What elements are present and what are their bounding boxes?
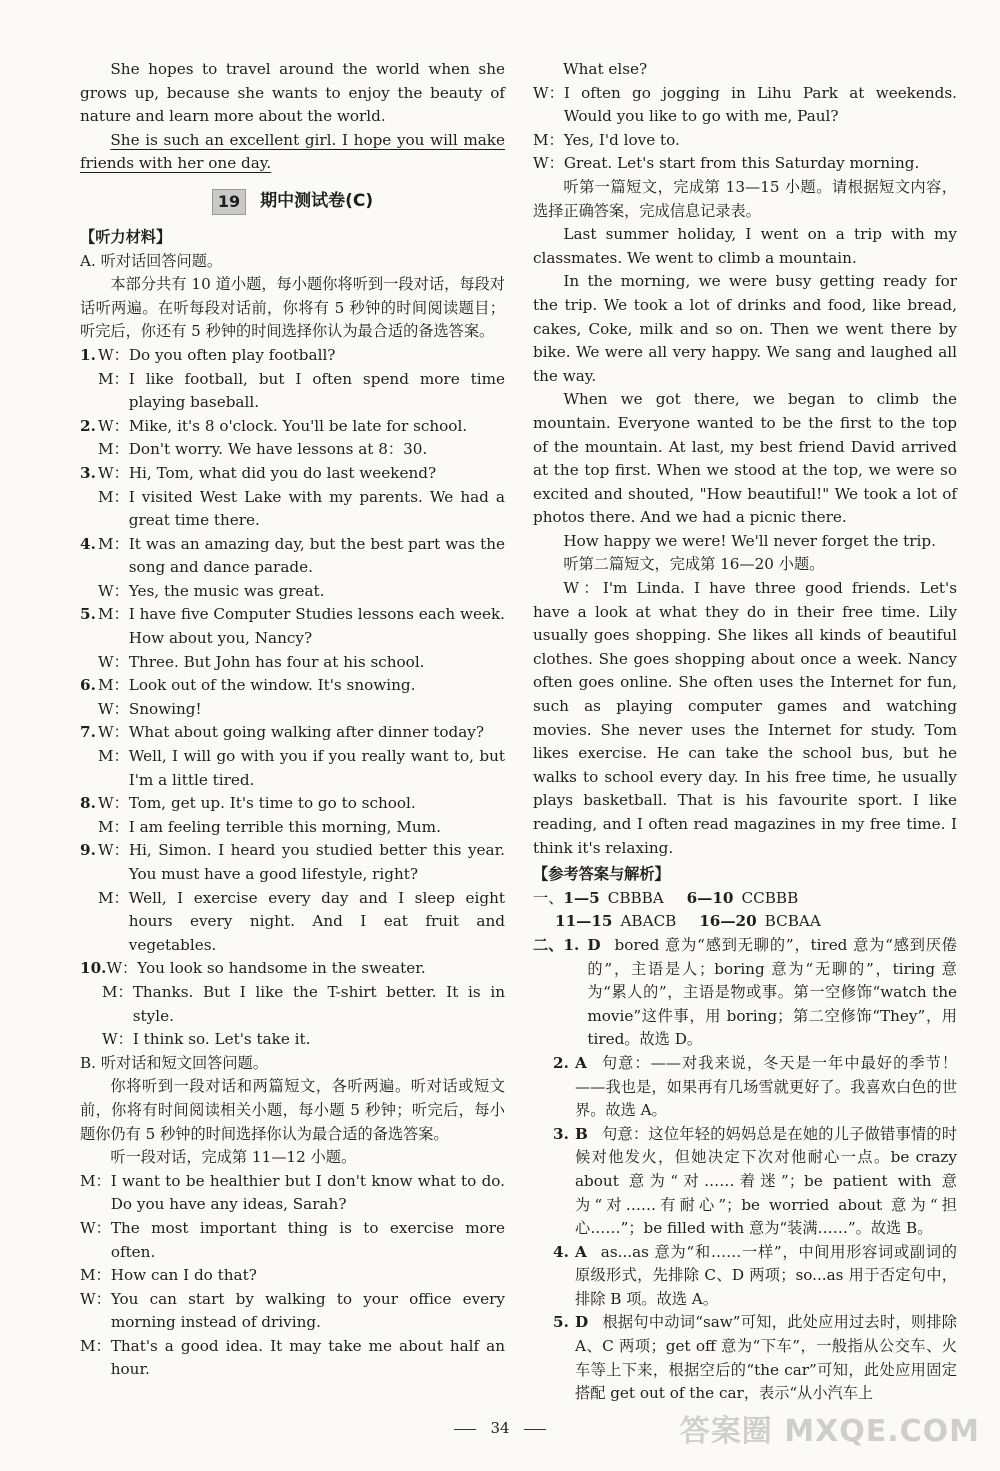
passage2: W：I'm Linda. I have three good friends. Let's have a look at what they do in their free time. Lily usually goes shopping. She likes all kinds of beautiful clothes. She goes shopping about once a week. Nancy often goes online. She often uses the Internet for fun, such as playing computer games and watching movies. She never uses the Internet for study. Tom likes exercise. He can take the school bus, but he walks to school every day. In his free time, he usually plays basketball. That is his favourite sport. I like reading, and I often read magazines in my free time. I think it's relaxing. (533, 579, 957, 857)
answer-key-row-2 (533, 910, 957, 934)
dialogue-text: Thanks. But I like the T-shirt better. It is in style. (132, 982, 505, 1025)
speaker-label: W： (80, 1289, 111, 1308)
dialogue-text: Hi, Simon. I heard you studied better this year. You must have a good lifestyle, right? (128, 841, 505, 883)
explanation-number: 1. (563, 935, 580, 954)
dialogue-text: I visited West Lake with my parents. We had a great time there. (128, 487, 505, 530)
dialogue-text: Three. But John has four at his school. (128, 652, 425, 671)
speaker-label: W： (98, 345, 129, 364)
question-number: 4. (80, 534, 96, 553)
dialogue-text: Well, I exercise every day and I sleep eight hours every night. And I eat fruit and vegetables. (128, 888, 505, 954)
speaker-label: W： (533, 83, 564, 102)
section-title-text: 期中测试卷(C) (260, 191, 374, 212)
dialogue-text: Don't worry. We have lessons at 8：30. (128, 440, 428, 459)
explanation-number: 5. (553, 1313, 569, 1332)
dialogue-line (80, 792, 505, 816)
explanation-number: 2. (553, 1053, 569, 1072)
intro-paragraph: She hopes to travel around the world when she grows up, because she wants to enjoy the beauty of nature and learn more about the world. (80, 60, 505, 126)
part-b-instructions: 你将听到一段对话和两篇短文，各听两遍。听对话或短文前，你将有时间阅读相关小题，每小题 5 秒钟；听完后，每小题你仍有 5 秒钟的时间选择你认为最合适的备选答案。 (80, 1077, 505, 1143)
page-number: 34 (0, 1417, 1000, 1441)
question-number: 2. (80, 416, 96, 435)
dialogue-list (80, 344, 505, 1052)
question-number: 8. (80, 794, 96, 813)
dialogue-text: How can I do that? (110, 1266, 257, 1285)
dialogue-line (80, 957, 505, 981)
explanation-item (533, 1241, 957, 1312)
speaker-label: W： (98, 699, 129, 718)
passage-paragraph: When we got there, we began to climb the mountain. Everyone wanted to be the first to the top of the mountain. At last, my best friend David arrived at the top first. When we stood at the top, we were so excited and shouted, "How beautiful!" We took a lot of photos there. And we had a picnic there. (533, 390, 957, 527)
answer-key-row-1 (533, 887, 957, 911)
section-title (80, 188, 505, 216)
dialogue-line (80, 674, 505, 698)
dialogue-line (80, 438, 505, 462)
speaker-label: M： (98, 817, 129, 836)
dialog-continued (533, 82, 957, 176)
question-number: 9. (80, 841, 96, 860)
passage1 (533, 223, 957, 553)
explanation-text (575, 1052, 957, 1123)
explanation-body: 根据句中动词“saw”可知，此处应用过去时，则排除 A、C 两项；get off 意为“下车”，一般指从公交车、火车等上下来，根据空后的“the car”可知，此处应用固定搭配 get out of the car，表示“从小汽车上 (575, 1313, 957, 1403)
speaker-label: W： (98, 416, 129, 435)
dialogue-text: Well, I will go with you if you really want to, but I'm a little tired. (128, 747, 505, 789)
dialogue-text: Look out of the window. It's snowing. (128, 676, 416, 695)
dialogue-line (80, 415, 505, 439)
question-number: 5. (80, 605, 96, 624)
dialogue-line (80, 839, 505, 886)
speaker-label: M： (98, 676, 129, 695)
dialogue-line (533, 129, 957, 153)
dialogue-text: I want to be healthier but I don't know what to do. Do you have any ideas, Sarah? (110, 1171, 505, 1214)
passage-paragraph: Last summer holiday, I went on a trip with my classmates. We went to climb a mountain. (533, 225, 957, 267)
explanation-text (575, 1241, 957, 1312)
passage2-intro: 听第二篇短文，完成第 16—20 小题。 (563, 555, 825, 574)
dialogue-text: Great. Let's start from this Saturday morning. (563, 154, 920, 173)
speaker-label: M： (98, 747, 129, 766)
dialogue-text: The most important thing is to exercise more often. (110, 1218, 505, 1261)
speaker-label: W： (98, 463, 129, 482)
question-number: 1. (80, 345, 96, 364)
question-number: 10. (80, 959, 107, 978)
dialogue-line (533, 82, 957, 129)
speaker-label: M： (98, 369, 129, 388)
answer-group: 1—5 CBBBA (563, 888, 664, 907)
left-column (80, 58, 505, 1382)
dialogue-line (533, 152, 957, 176)
part-b-title: B. 听对话和短文回答问题。 (80, 1053, 268, 1072)
passage-paragraph: In the morning, we were busy getting ready for the trip. We took a lot of drinks and food, like bread, cakes, Coke, milk and so on. Then we went there by bike. We were all very happy. We sang and laughed all the way. (533, 272, 957, 385)
answer-option: D (587, 935, 601, 954)
dialogue-text: It was an amazing day, but the best part was the song and dance parade. (128, 534, 505, 577)
speaker-label: W： (98, 794, 129, 813)
explanation-body: 句意：——对我来说，冬天是一年中最好的季节！——我也是，如果再有几场雪就更好了。我喜欢白色的世界。故选 A。 (575, 1053, 957, 1120)
dialogue-text: Snowing! (128, 699, 202, 718)
dialog-continued-line: What else? (563, 60, 648, 78)
dialogue-text: I like football, but I often spend more time playing baseball. (128, 369, 505, 412)
answer-option: A (575, 1242, 587, 1261)
question-number: 7. (80, 723, 96, 742)
right-column (533, 58, 957, 1406)
explanation-body: 句意：这位年轻的妈妈总是在她的儿子做错事情的时候对他发火，但她决定下次对他耐心一点。be crazy about 意为“对……着迷”；be patient with 意为“对……有耐心”；be worried about 意为“担心……”；be filled with 意为“装满……”。故选 B。 (575, 1124, 957, 1238)
dialogue-text: Yes, the music was great. (128, 581, 325, 600)
explanation-text (575, 1123, 957, 1241)
speaker-label: W： (80, 1218, 111, 1237)
explanation-number: 4. (553, 1242, 569, 1261)
speaker-label: M： (98, 487, 129, 506)
speaker-label: M： (98, 888, 129, 907)
dialogue-text: Tom, get up. It's time to go to school. (128, 794, 416, 813)
answer-group: 11—15 ABACB (555, 912, 677, 931)
speaker-label: W： (98, 652, 129, 671)
dialogue-line (80, 1288, 505, 1335)
answers-label: 一、 (533, 888, 564, 907)
speaker-label: M： (102, 982, 133, 1001)
dialogue-line (80, 1335, 505, 1382)
passage-paragraph: How happy we were! We'll never forget the trip. (563, 531, 936, 550)
explanation-text (575, 1311, 957, 1405)
answers-header: 【参考答案与解析】 (533, 865, 670, 884)
speaker-label: M： (80, 1336, 111, 1355)
dialogue-text: Hi, Tom, what did you do last weekend? (128, 463, 437, 482)
part-a-instructions: 本部分共有 10 道小题，每小题你将听到一段对话，每段对话听两遍。在听每段对话前，你将有 5 秒钟的时间阅读题目；听完后，你还有 5 秒钟的时间选择你认为最合适的备选答案。 (80, 275, 505, 341)
question-number: 3. (80, 463, 96, 482)
watermark-logo: 答案圈 MXQE.COM (679, 1414, 980, 1449)
dialogue-line (80, 580, 505, 604)
speaker-label: M： (533, 130, 564, 149)
speaker-label: W： (102, 1030, 133, 1049)
explanation-body: bored 意为“感到无聊的”，tired 意为“感到厌倦的”，主语是人；boring 意为“无聊的”，tiring 意为“累人的”，主语是物或事。第一空修饰“watch the movie”这件事，用 boring；第二空修饰“They”，用 tired。故选 D。 (587, 935, 957, 1049)
dialogue-line (80, 603, 505, 650)
section-number-badge: 19 (212, 189, 246, 215)
dialogue-line (80, 1217, 505, 1264)
dialog-lines (80, 1170, 505, 1382)
speaker-label: W： (98, 723, 129, 742)
dialogue-line (80, 486, 505, 533)
passage1-intro: 听第一篇短文，完成第 13—15 小题。请根据短文内容，选择正确答案，完成信息记录表。 (533, 177, 957, 220)
dialogue-text: I often go jogging in Lihu Park at weekends. Would you like to go with me, Paul? (563, 83, 957, 126)
explanation-item (533, 1123, 957, 1241)
dialogue-line (80, 887, 505, 958)
question-number: 6. (80, 676, 96, 695)
speaker-label: M： (98, 534, 129, 553)
dialogue-text: You look so handsome in the sweater. (137, 959, 426, 978)
dialogue-text: What about going walking after dinner today? (128, 723, 484, 742)
dialogue-text: I think so. Let's take it. (132, 1030, 311, 1049)
dialogue-text: You can start by walking to your office every morning instead of driving. (110, 1289, 505, 1332)
part-a-title: A. 听对话回答问题。 (80, 251, 223, 270)
speaker-label: W： (98, 841, 129, 860)
answer-group: 6—10 CCBBB (686, 888, 799, 907)
explanation-item (533, 1311, 957, 1405)
dialogue-line (80, 651, 505, 675)
dialogue-line (80, 368, 505, 415)
dialogue-text: That's a good idea. It may take me about half an hour. (110, 1336, 505, 1379)
dialogue-text: Yes, I'd love to. (563, 130, 680, 149)
dialogue-text: Do you often play football? (128, 345, 336, 364)
dialogue-line (80, 1264, 505, 1288)
dialogue-line (80, 344, 505, 368)
speaker-label: W： (533, 154, 564, 173)
dialogue-line (80, 462, 505, 486)
intro-paragraph-underlined: She is such an excellent girl. I hope you will make friends with her one day. (80, 130, 505, 173)
dialogue-text: I have five Computer Studies lessons each week. How about you, Nancy? (128, 605, 505, 648)
explanation-body: as...as 意为“和……一样”，中间用形容词或副词的原级形式，先排除 C、D 两项；so...as 用于否定句中，排除 B 项。故选 A。 (575, 1242, 957, 1308)
explanation-item (533, 934, 957, 1052)
dialogue-text: I am feeling terrible this morning, Mum. (128, 817, 441, 836)
speaker-label: M： (98, 605, 129, 624)
dialogue-line (80, 721, 505, 745)
speaker-label: M： (80, 1266, 111, 1285)
answer-group: 16—20 BCBAA (699, 912, 821, 931)
explain-label: 二、 (533, 935, 564, 954)
answer-option: D (575, 1313, 589, 1332)
listening-header: 【听力材料】 (80, 227, 172, 246)
dialogue-line (80, 745, 505, 792)
dialogue-line (80, 816, 505, 840)
dialogue-line (80, 698, 505, 722)
explanations (533, 934, 957, 1406)
speaker-label: M： (80, 1171, 111, 1190)
speaker-label: W： (106, 959, 138, 978)
dialogue-line (80, 981, 505, 1028)
answer-option: B (575, 1124, 588, 1143)
answer-option: A (575, 1053, 587, 1072)
explanation-text (587, 934, 957, 1052)
explanation-item (533, 1052, 957, 1123)
dialogue-line (80, 1028, 505, 1052)
dialogue-line (80, 533, 505, 580)
dialog-intro: 听一段对话，完成第 11—12 小题。 (110, 1148, 357, 1167)
speaker-label: W： (98, 581, 129, 600)
dialogue-line (80, 1170, 505, 1217)
dialogue-text: Mike, it's 8 o'clock. You'll be late for school. (128, 416, 468, 435)
explanation-number: 3. (553, 1124, 569, 1143)
speaker-label: M： (98, 440, 129, 459)
